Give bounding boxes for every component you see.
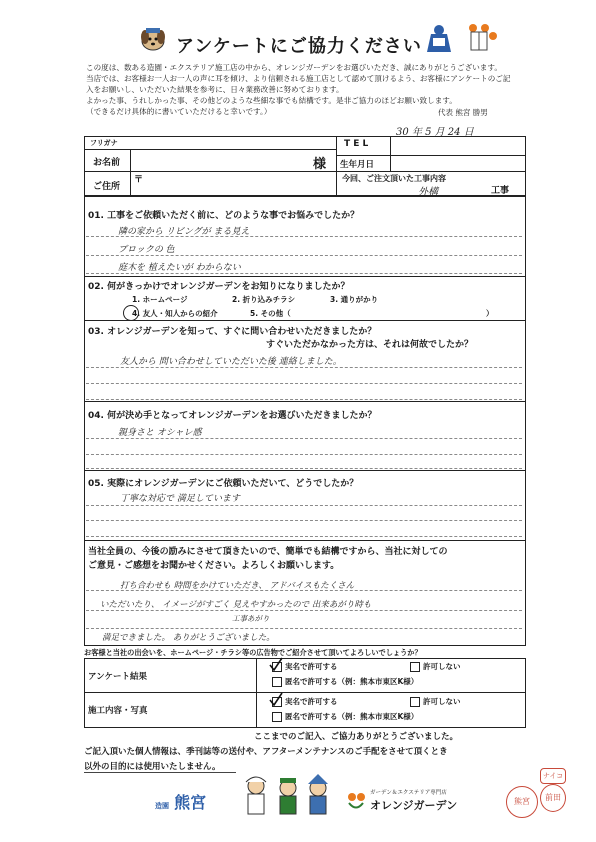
permission-label-survey: アンケート結果: [88, 672, 147, 682]
question-1: 01. 工事をご依頼いただく前に、どのような事でお悩みでしたか？: [88, 211, 360, 221]
approval-stamp-text: ナイコ: [542, 772, 564, 780]
privacy-text-2: 以外の目的には使用いたしません。: [84, 762, 221, 772]
checkbox-photos-no[interactable]: [410, 697, 420, 707]
approval-stamp: [506, 786, 538, 818]
checkbox-survey-anon[interactable]: [272, 677, 282, 687]
work-label: 今回、ご注文頂いた工事内容: [342, 174, 446, 183]
page-title: アンケートにご協力ください: [176, 36, 422, 57]
comments-prompt: [88, 545, 447, 573]
approval-stamp-text: 前田: [545, 793, 561, 802]
permission-photos-no[interactable]: [410, 696, 461, 707]
permission-photos-anon-label: 匿名で許可する（例：熊本市東区K様）: [285, 712, 419, 721]
dog-mascot-icon: [138, 26, 168, 52]
check-mark-icon: [268, 656, 284, 676]
tel-label: T E L: [344, 139, 369, 149]
q1-answer: 庭木を 植えたいが わからない: [118, 263, 241, 273]
comments-answer-line: 工事あがり: [232, 614, 270, 623]
comments-answer-line: 満足できました。 ありがとうございました。: [102, 633, 275, 643]
orange-garden-tagline: ガーデン＆エクステリア専門店: [370, 790, 447, 796]
q2-option-2[interactable]: 2. 折り込みチラシ: [232, 295, 296, 304]
q3-answer: 友人から 問い合わせしていただいた後 連絡しました。: [120, 357, 342, 367]
q2-option-5[interactable]: 5. その他（: [250, 309, 291, 318]
kumamiya-logo-name: 熊宮: [174, 793, 207, 812]
q1-answer: 隣の家から リビングが まる見え: [118, 227, 250, 237]
name-suffix: 様: [313, 157, 327, 172]
signature: 代表 熊宮 勝男: [438, 108, 488, 117]
question-4: 04. 何が決め手となってオレンジガーデンをお選びいただきましたか？: [88, 411, 377, 421]
permission-label-photos: 施工内容・写真: [88, 706, 148, 716]
work-value: 外構: [418, 187, 438, 198]
kumamiya-logo-small: 造園: [155, 802, 169, 810]
permission-photos-real-label: 実名で許可する: [285, 697, 338, 706]
orange-logo-icon: [345, 790, 367, 812]
staff-mascots-icon: [238, 772, 338, 820]
permission-photos-anon[interactable]: [272, 711, 418, 722]
intro-line: よかった事、うれしかった事、その他どのような些細な事でも結構です。是非ご協力のほどお願い致します。: [86, 96, 457, 105]
comments-prompt-line: ご意見・ご感想をお聞かせください。よろしくお願いします。: [88, 561, 340, 571]
intro-line: 入をお願いし、いただいた結果を参考に、日々業務改善に努めております。: [86, 85, 344, 94]
thanks-text: ここまでのご記入、ご協力ありがとうございました。: [254, 732, 459, 742]
comments-answer-line: いただいたり、 イメージがすごく 見えやすかったので 出来あがり時も: [100, 600, 372, 610]
intro-line: （できるだけ具体的に書いていただけると幸いです。）: [86, 107, 272, 116]
address-label: ご住所: [93, 182, 121, 192]
q2-option-4[interactable]: 4. 友人・知人からの紹介: [132, 309, 218, 318]
comments-prompt-line: 当社全員の、今後の励みにさせて頂きたいので、簡単でも結構ですから、当社に対しての: [88, 547, 448, 557]
comments-answer-line: 打ち合わせも 時間をかけていただき、 アドバイスもたくさん: [120, 581, 355, 591]
permission-survey-no[interactable]: [410, 661, 461, 672]
checkbox-photos-anon[interactable]: [272, 712, 282, 722]
q5-answer: 丁寧な対応で 満足しています: [120, 494, 240, 504]
check-mark-icon: [268, 691, 284, 711]
intro-line: この度は、数ある造園・エクステリア施工店の中から、オレンジガーデンをお選びいただき、誠にありがとうございます。: [86, 63, 502, 72]
birth-label: 生年月日: [340, 160, 375, 170]
address-postal: 〒: [134, 175, 144, 185]
permission-survey-anon-label: 匿名で許可する（例：熊本市東区K様）: [285, 677, 419, 686]
permission-photos-no-label: 許可しない: [423, 697, 461, 706]
name-field[interactable]: [132, 150, 332, 170]
orange-garden-logo: オレンジガーデン: [370, 799, 458, 812]
form-date: 30 年 5 月 24 日: [396, 127, 474, 138]
intro-line: 当店では、お客様お一人お一人の声に耳を傾け、より信頼される施工店として認めて頂けるよう、お客様にアンケートのご記: [86, 74, 511, 83]
permission-survey-no-label: 許可しない: [423, 662, 461, 671]
privacy-text-1: ご記入頂いた個人情報は、季刊誌等の送付や、アフターメンテナンスのご手配をさせて頂くとき: [84, 747, 448, 757]
permission-survey-anon[interactable]: [272, 676, 418, 687]
q2-option-3[interactable]: 3. 通りがかり: [330, 295, 379, 304]
q2-option-1[interactable]: 1. ホームページ: [132, 295, 188, 304]
kumamiya-logo: [155, 790, 206, 813]
work-suffix: 工事: [491, 186, 510, 196]
checkbox-survey-no[interactable]: [410, 662, 420, 672]
question-2: 02. 何がきっかけでオレンジガーデンをお知りになりましたか？: [88, 282, 350, 292]
approval-stamp: [540, 784, 566, 812]
permission-survey-real-label: 実名で許可する: [285, 662, 338, 671]
furigana-label: フリガナ: [90, 139, 118, 147]
q2-option-5-close: ）: [486, 309, 494, 318]
question-5: 05. 実際にオレンジガーデンにご依頼いただいて、どうでしたか？: [88, 479, 359, 489]
q1-answer: ブロックの 色: [118, 245, 175, 255]
q4-answer: 親身さと オシャレ感: [118, 428, 202, 438]
approval-stamp-text: 熊宮: [514, 797, 530, 806]
approval-stamp: [540, 768, 566, 784]
gardener-mascots-icon: [425, 22, 505, 56]
question-3-sub: すぐいただかなかった方は、それは何故でしたか？: [266, 340, 474, 350]
name-label: お名前: [93, 158, 121, 168]
question-3: 03. オレンジガーデンを知って、すぐに問い合わせいただきましたか？: [88, 327, 377, 337]
permission-intro: お客様と当社の出会いを、ホームページ・チラシ等の広告物でご紹介させて頂いてよろしいでしょうか？: [84, 648, 422, 657]
